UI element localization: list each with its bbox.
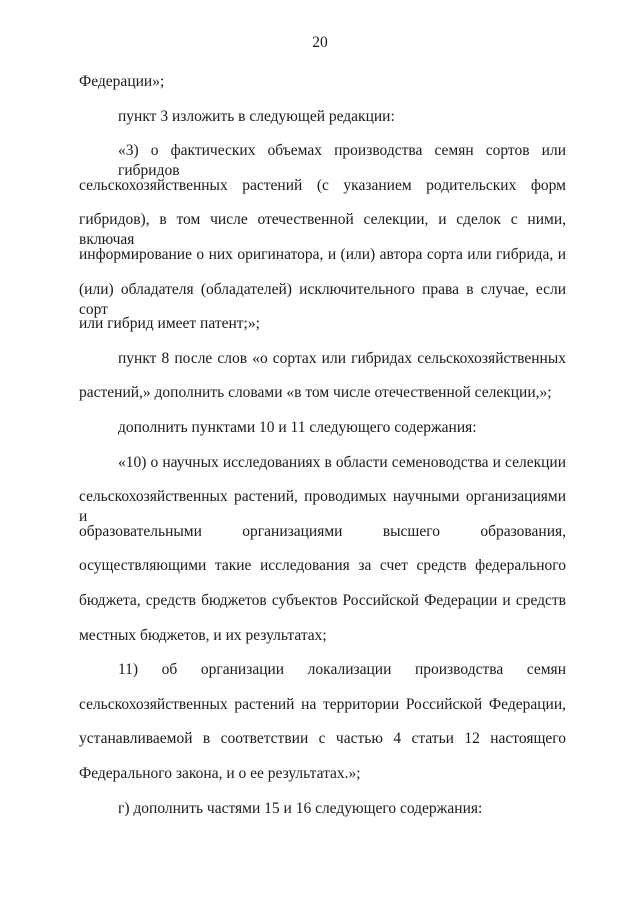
text-line: пункт 3 изложить в следующей редакции: xyxy=(118,108,395,125)
text-line: образовательными организациями высшего образования, xyxy=(79,523,566,540)
text-line: местных бюджетов, и их результатах; xyxy=(79,627,327,644)
text-line: г) дополнить частями 15 и 16 следующего содержания: xyxy=(118,800,483,817)
text-line: Федерации»; xyxy=(79,73,165,90)
text-line: «3) о фактических объемах производства семян сортов или гибридов xyxy=(118,142,566,179)
text-line: гибридов), в том числе отечественной селекции, и сделок с ними, включая xyxy=(79,211,566,248)
text-line: сельскохозяйственных растений (с указанием родительских форм xyxy=(79,177,566,194)
text-line: осуществляющими такие исследования за счет средств федерального xyxy=(79,557,566,574)
text-line: бюджета, средств бюджетов субъектов Российской Федерации и средств xyxy=(79,592,566,609)
text-line: сельскохозяйственных растений на территории Российской Федерации, xyxy=(79,696,566,713)
page-number: 20 xyxy=(312,34,328,51)
text-line: Федерального закона, и о ее результатах.»; xyxy=(79,765,361,782)
text-line: пункт 8 после слов «о сортах или гибридах сельскохозяйственных xyxy=(118,350,566,367)
text-line: (или) обладателя (обладателей) исключительного права в случае, если сорт xyxy=(79,281,566,318)
text-line: 11) об организации локализации производства семян xyxy=(118,661,566,678)
text-line: информирование о них оригинатора, и (или) автора сорта или гибрида, и xyxy=(79,246,566,263)
text-line: дополнить пунктами 10 и 11 следующего содержания: xyxy=(118,419,477,436)
text-line: или гибрид имеет патент;»; xyxy=(79,315,260,332)
text-line: сельскохозяйственных растений, проводимых научными организациями и xyxy=(79,488,566,525)
text-line: «10) о научных исследованиях в области семеноводства и селекции xyxy=(118,454,566,471)
text-line: устанавливаемой в соответствии с частью 4 статьи 12 настоящего xyxy=(79,730,566,747)
text-line: растений,» дополнить словами «в том числе отечественной селекции,»; xyxy=(79,384,552,401)
